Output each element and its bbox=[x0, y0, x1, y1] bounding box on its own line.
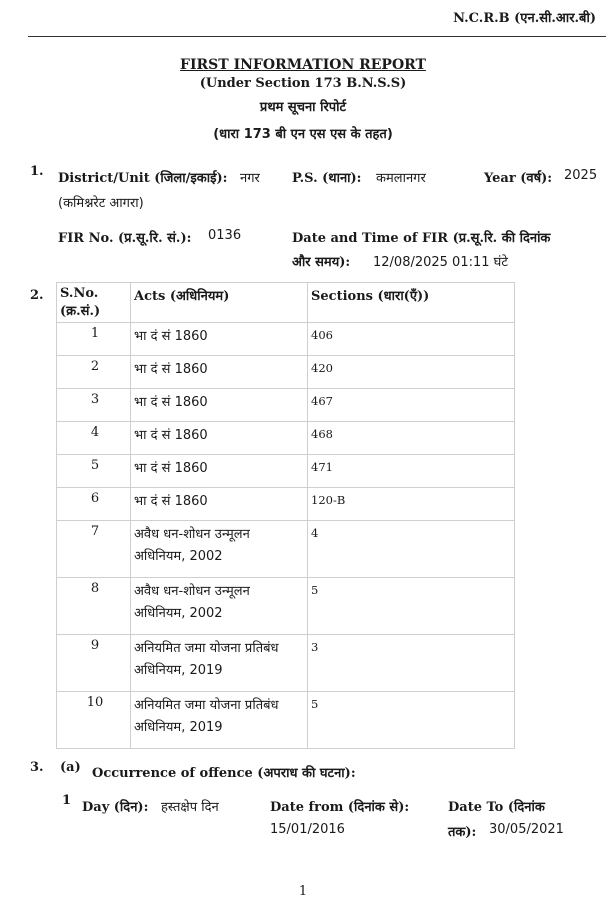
table-row bbox=[57, 635, 515, 692]
col-header-sno bbox=[57, 283, 131, 323]
date-to-label-cont: तक): bbox=[448, 825, 477, 840]
date-from-value: 15/01/2016 bbox=[270, 822, 345, 837]
district-value-cont: (कमिश्नरेट आगरा) bbox=[58, 196, 144, 211]
occurrence-label: Occurrence of offence (अपराध की घटना): bbox=[92, 766, 356, 781]
row-section: 471 bbox=[308, 455, 515, 488]
ps-label: P.S. (थाना): bbox=[292, 171, 362, 186]
fir-datetime-label: Date and Time of FIR (प्र.सू.रि. की दिनांक bbox=[292, 231, 551, 246]
row-section: 5 bbox=[308, 692, 515, 749]
section-1-number: 1. bbox=[30, 164, 44, 179]
ncrb-header: N.C.R.B (एन.सी.आर.बी) bbox=[453, 11, 596, 26]
row-section: 120-B bbox=[308, 488, 515, 521]
row-act: भा दं सं 1860 bbox=[131, 356, 308, 389]
occurrence-item-number: 1 bbox=[62, 793, 72, 808]
fir-no-value: 0136 bbox=[208, 228, 242, 243]
table-row bbox=[57, 356, 515, 389]
row-section: 406 bbox=[308, 323, 515, 356]
col-header-sections: Sections (धारा(एँ)) bbox=[308, 283, 515, 323]
row-sno: 5 bbox=[57, 455, 131, 488]
table-row bbox=[57, 455, 515, 488]
table-row bbox=[57, 389, 515, 422]
table-row bbox=[57, 323, 515, 356]
row-section: 467 bbox=[308, 389, 515, 422]
row-sno: 1 bbox=[57, 323, 131, 356]
fir-datetime-value: 12/08/2025 01:11 घंटे bbox=[373, 255, 508, 270]
acts-table bbox=[56, 282, 515, 749]
date-to-value: 30/05/2021 bbox=[489, 822, 564, 837]
row-act: भा दं सं 1860 bbox=[131, 389, 308, 422]
fir-no-label: FIR No. (प्र.सू.रि. सं.): bbox=[58, 231, 192, 246]
table-row bbox=[57, 578, 515, 635]
table-row bbox=[57, 422, 515, 455]
date-from-label: Date from (दिनांक से): bbox=[270, 800, 410, 815]
row-act: भा दं सं 1860 bbox=[131, 488, 308, 521]
district-label: District/Unit (जिला/इकाई): bbox=[58, 171, 228, 186]
row-act: अनियमित जमा योजना प्रतिबंध अधिनियम, 2019 bbox=[131, 635, 308, 692]
section-3-number: 3. bbox=[30, 760, 44, 775]
row-section: 3 bbox=[308, 635, 515, 692]
date-to-label: Date To (दिनांक bbox=[448, 800, 545, 815]
col-header-acts: Acts (अधिनियम) bbox=[131, 283, 308, 323]
report-subtitle: (Under Section 173 B.N.S.S) bbox=[199, 76, 407, 91]
col-header-sno-hindi: (क्र.सं.) bbox=[60, 304, 101, 319]
district-value: नगर bbox=[240, 171, 260, 186]
row-sno: 2 bbox=[57, 356, 131, 389]
section-2-number: 2. bbox=[30, 288, 44, 303]
row-sno: 6 bbox=[57, 488, 131, 521]
row-act: भा दं सं 1860 bbox=[131, 422, 308, 455]
table-row bbox=[57, 521, 515, 578]
row-section: 5 bbox=[308, 578, 515, 635]
row-section: 4 bbox=[308, 521, 515, 578]
row-act: भा दं सं 1860 bbox=[131, 323, 308, 356]
row-act: अनियमित जमा योजना प्रतिबंध अधिनियम, 2019 bbox=[131, 692, 308, 749]
header-rule bbox=[28, 36, 606, 37]
report-title-hindi: प्रथम सूचना रिपोर्ट bbox=[259, 100, 347, 115]
report-subtitle-hindi: (धारा 173 बी एन एस एस के तहत) bbox=[213, 127, 393, 142]
table-row bbox=[57, 692, 515, 749]
fir-datetime-label-cont: और समय): bbox=[292, 255, 351, 270]
row-sno: 9 bbox=[57, 635, 131, 692]
day-value: हस्तक्षेप दिन bbox=[161, 800, 219, 815]
section-3-sub: (a) bbox=[60, 760, 81, 775]
row-section: 420 bbox=[308, 356, 515, 389]
row-sno: 8 bbox=[57, 578, 131, 635]
day-label: Day (दिन): bbox=[82, 800, 149, 815]
row-act: अवैध धन-शोधन उन्मूलन अधिनियम, 2002 bbox=[131, 521, 308, 578]
row-sno: 4 bbox=[57, 422, 131, 455]
table-row bbox=[57, 488, 515, 521]
page-number: 1 bbox=[298, 884, 308, 899]
row-sno: 7 bbox=[57, 521, 131, 578]
row-act: भा दं सं 1860 bbox=[131, 455, 308, 488]
row-sno: 3 bbox=[57, 389, 131, 422]
report-title: FIRST INFORMATION REPORT bbox=[180, 57, 426, 73]
year-value: 2025 bbox=[564, 168, 598, 183]
row-sno: 10 bbox=[57, 692, 131, 749]
year-label: Year (वर्ष): bbox=[484, 171, 553, 186]
ps-value: कमलानगर bbox=[376, 171, 426, 186]
col-header-sno-text: S.No. bbox=[60, 286, 99, 301]
row-section: 468 bbox=[308, 422, 515, 455]
row-act: अवैध धन-शोधन उन्मूलन अधिनियम, 2002 bbox=[131, 578, 308, 635]
